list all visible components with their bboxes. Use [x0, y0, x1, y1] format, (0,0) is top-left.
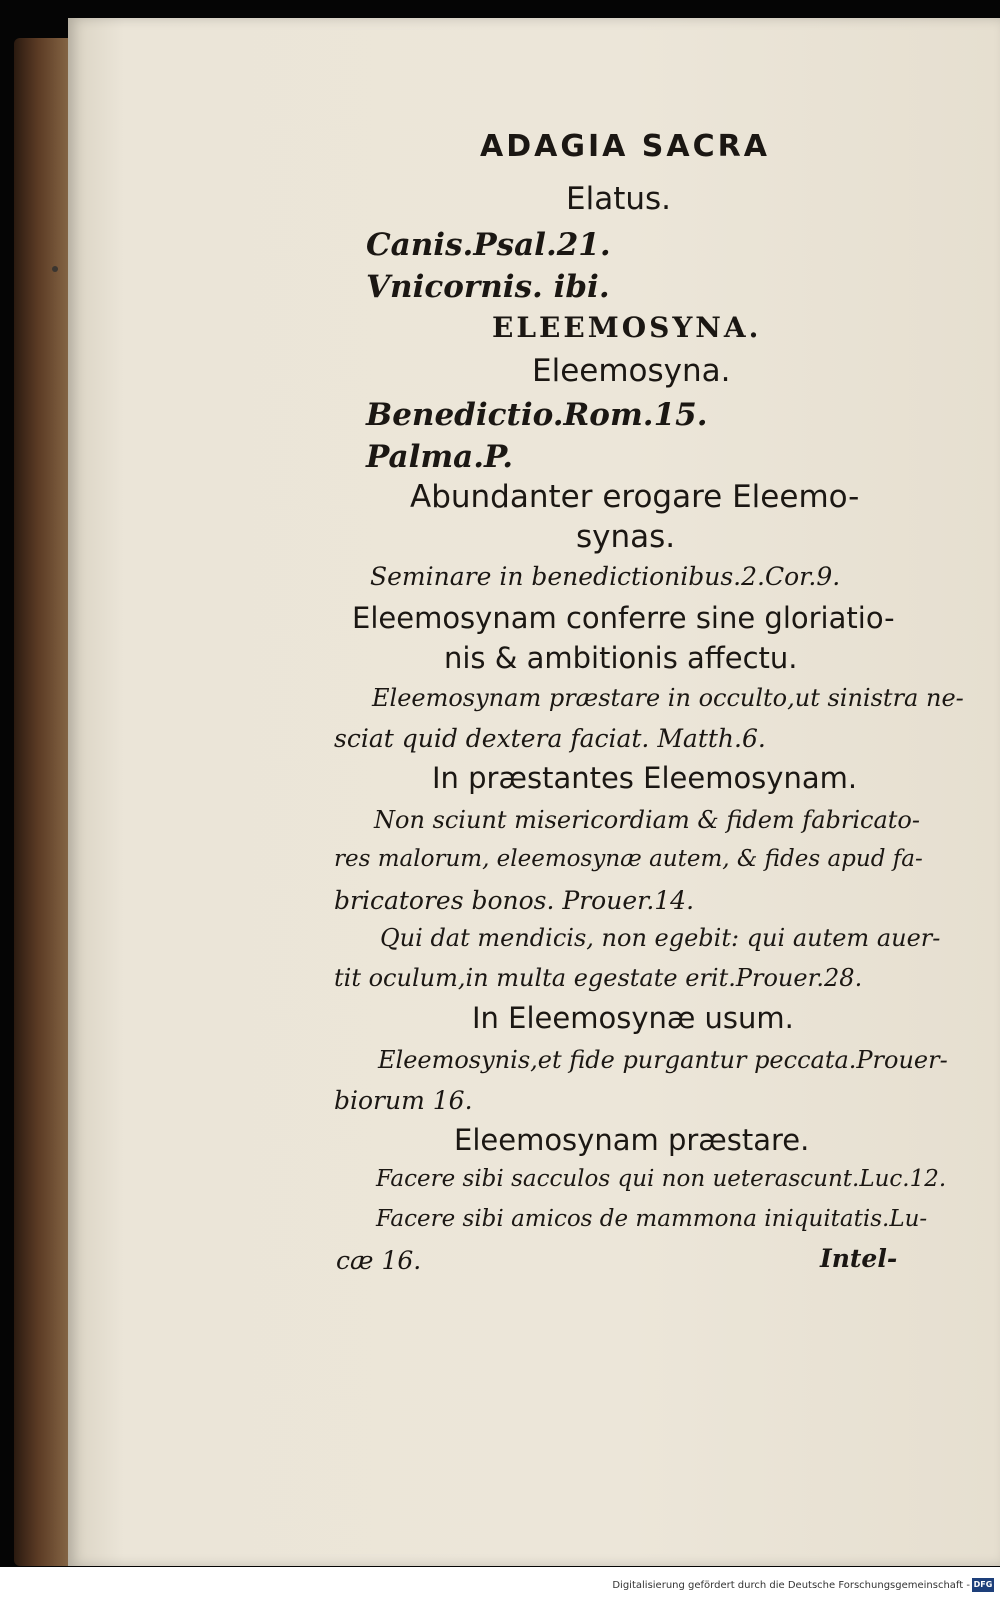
- dfg-logo-icon: DFG: [972, 1578, 994, 1592]
- entry-line: Non sciunt misericordiam & fidem fabricato-: [374, 806, 920, 834]
- entry-line-continued: res malorum, eleemosynæ autem, & fides apud fa-: [334, 846, 923, 872]
- footer-credit: Digitalisierung gefördert durch die Deutsche Forschungsgemeinschaft -: [612, 1580, 970, 1591]
- entry-line: Qui dat mendicis, non egebit: qui autem auer-: [380, 924, 941, 952]
- entry-line: Eleemosynis,et fide purgantur peccata.Prouer-: [378, 1046, 948, 1074]
- catchword: Intel-: [820, 1244, 898, 1273]
- section-heading: Eleemosyna.: [532, 353, 731, 389]
- entry-line-continued: tit oculum,in multa egestate erit.Prouer.28.: [334, 964, 863, 992]
- entry-line-continued: cæ 16.: [336, 1246, 422, 1275]
- section-heading: Elatus.: [566, 181, 672, 217]
- entry-line: Facere sibi sacculos qui non ueterascunt.Luc.12.: [376, 1166, 947, 1192]
- section-heading: In præstantes Eleemosynam.: [432, 761, 858, 795]
- main-heading: ELEEMOSYNA.: [492, 311, 762, 344]
- section-heading-continued: synas.: [576, 519, 676, 555]
- entry-line: Benedictio.Rom.15.: [366, 397, 708, 433]
- section-heading-continued: nis & ambitionis affectu.: [444, 641, 798, 675]
- entry-line: Facere sibi amicos de mammona iniquitatis.Lu-: [376, 1206, 928, 1232]
- footer-bar: [0, 1567, 1000, 1601]
- entry-line: Palma.P.: [366, 439, 513, 475]
- ink-speck: [52, 266, 58, 272]
- entry-line: Seminare in benedictionibus.2.Cor.9.: [370, 562, 841, 591]
- section-heading: Eleemosynam conferre sine gloriatio-: [352, 601, 895, 635]
- entry-line: Canis.Psal.21.: [366, 227, 611, 263]
- section-heading: Eleemosynam præstare.: [454, 1123, 810, 1157]
- section-heading: Abundanter erogare Eleemo-: [410, 479, 860, 515]
- entry-line-continued: biorum 16.: [334, 1086, 473, 1115]
- entry-line: Eleemosynam præstare in occulto,ut sinistra ne-: [372, 684, 964, 712]
- running-head: ADAGIA SACRA: [480, 129, 770, 164]
- book-page: [68, 18, 1000, 1566]
- entry-line-continued: sciat quid dextera faciat. Matth.6.: [334, 724, 766, 753]
- entry-line-continued: bricatores bonos. Prouer.14.: [334, 886, 695, 915]
- entry-line: Vnicornis. ibi.: [366, 269, 610, 305]
- section-heading: In Eleemosynæ usum.: [472, 1001, 794, 1035]
